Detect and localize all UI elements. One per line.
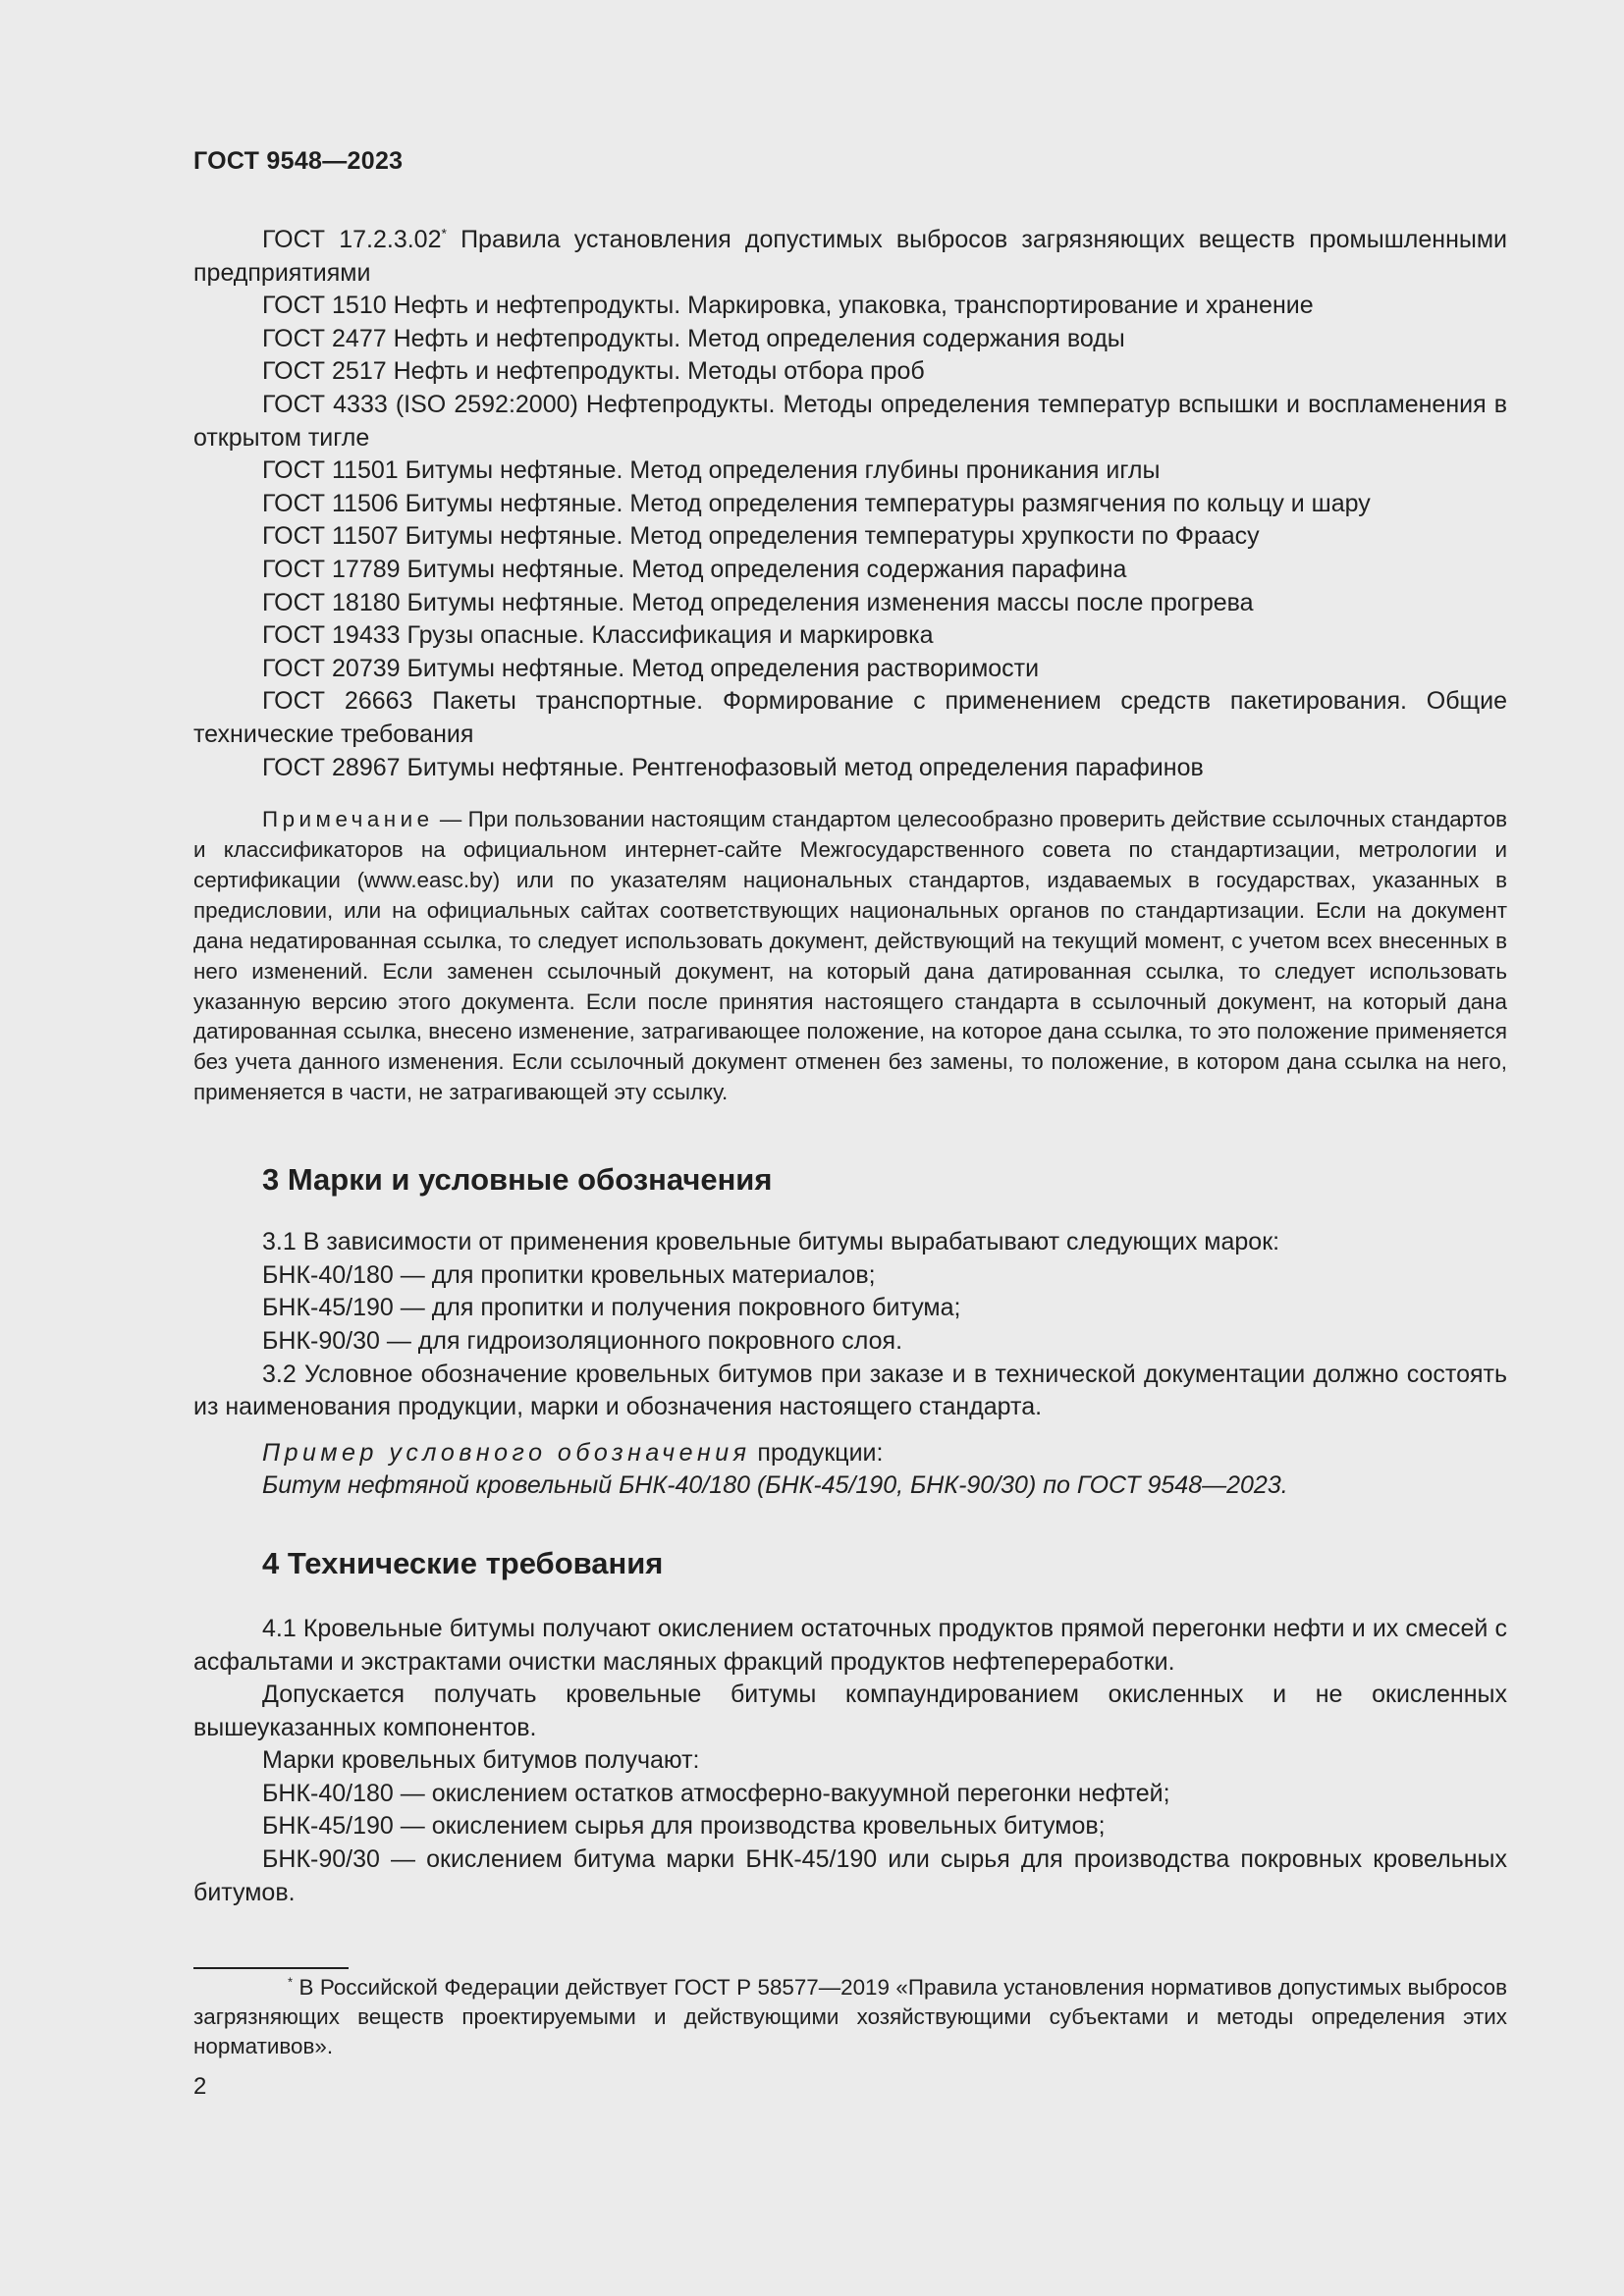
note-label: Примечание bbox=[262, 807, 434, 832]
page-content bbox=[193, 224, 1507, 1909]
footnote bbox=[193, 1973, 1507, 2061]
footnote-text: В Российской Федерации действует ГОСТ Р 58577—2019 «Правила установления нормативов допустимых выбросов загрязняющих веществ проектируемыми и действующими хозяйствующими субъектами и методы определения этих нормативов». bbox=[193, 1975, 1507, 2058]
reference-text-rest: Правила установления допустимых выбросов загрязняющих веществ промышленными предприятиями bbox=[193, 226, 1507, 287]
section-4-paragraph: БНК-90/30 — окислением битума марки БНК-45/190 или сырья для производства покровных кровельных битумов. bbox=[193, 1845, 1507, 1906]
reference-item: ГОСТ 19433 Грузы опасные. Классификация и маркировка bbox=[262, 621, 934, 650]
section-3-title: 3 Марки и условные обозначения bbox=[262, 1162, 773, 1198]
reference-item: ГОСТ 11501 Битумы нефтяные. Метод определения глубины проникания иглы bbox=[262, 456, 1161, 485]
reference-item: ГОСТ 20739 Битумы нефтяные. Метод определения растворимости bbox=[262, 654, 1040, 682]
reference-item: ГОСТ 26663 Пакеты транспортные. Формирование с применением средств пакетирования. Общие технические требования bbox=[193, 687, 1507, 748]
footnote-divider bbox=[193, 1967, 349, 1969]
references-note bbox=[193, 805, 1507, 1108]
page-header-doc-code: ГОСТ 9548—2023 bbox=[193, 147, 404, 175]
example-suffix: продукции: bbox=[750, 1438, 884, 1467]
section-4-paragraph: БНК-40/180 — окислением остатков атмосферно-вакуумной перегонки нефтей; bbox=[262, 1779, 1170, 1807]
section-4-paragraph: 4.1 Кровельные битумы получают окислением остаточных продуктов прямой перегонки нефти и их смесей с асфальтами и экстрактами очистки масляных фракций продуктов нефтепереработки. bbox=[193, 1614, 1507, 1676]
page-number: 2 bbox=[193, 2073, 207, 2100]
reference-item: ГОСТ 28967 Битумы нефтяные. Рентгенофазовый метод определения парафинов bbox=[262, 753, 1204, 781]
section-4-paragraph: Марки кровельных битумов получают: bbox=[262, 1746, 700, 1775]
reference-item bbox=[193, 224, 1507, 290]
section-3-paragraph: БНК-40/180 — для пропитки кровельных материалов; bbox=[262, 1260, 876, 1289]
reference-item: ГОСТ 2477 Нефть и нефтепродукты. Метод определения содержания воды bbox=[262, 324, 1125, 352]
reference-item: ГОСТ 1510 Нефть и нефтепродукты. Маркировка, упаковка, транспортирование и хранение bbox=[262, 292, 1314, 320]
section-4-body bbox=[193, 1613, 1507, 1909]
footnote-mark: * bbox=[441, 225, 447, 241]
example-text: Битум нефтяной кровельный БНК-40/180 (БНК-45/190, БНК-90/30) по ГОСТ 9548—2023. bbox=[262, 1471, 1288, 1500]
reference-item: ГОСТ 11507 Битумы нефтяные. Метод определения температуры хрупкости по Фраасу bbox=[262, 522, 1260, 551]
section-4-title: 4 Технические требования bbox=[262, 1545, 664, 1580]
section-3-paragraph: БНК-45/190 — для пропитки и получения покровного битума; bbox=[262, 1294, 961, 1322]
section-3-paragraph: БНК-90/30 — для гидроизоляционного покровного слоя. bbox=[262, 1326, 903, 1355]
designation-example bbox=[193, 1437, 1507, 1503]
footnote-mark: * bbox=[288, 1974, 294, 1990]
reference-item: ГОСТ 17789 Битумы нефтяные. Метод определения содержания парафина bbox=[262, 555, 1127, 583]
reference-item: ГОСТ 2517 Нефть и нефтепродукты. Методы отбора проб bbox=[262, 357, 925, 386]
section-4-paragraph: Допускается получать кровельные битумы компаундированием окисленных и не окисленных вышеуказанных компонентов. bbox=[193, 1681, 1507, 1741]
reference-item: ГОСТ 18180 Битумы нефтяные. Метод определения изменения массы после прогрева bbox=[262, 588, 1254, 616]
reference-item: ГОСТ 11506 Битумы нефтяные. Метод определения температуры размягчения по кольцу и шару bbox=[262, 489, 1371, 517]
section-4-paragraph: БНК-45/190 — окислением сырья для производства кровельных битумов; bbox=[262, 1812, 1106, 1841]
reference-text: ГОСТ 17.2.3.02 bbox=[262, 226, 442, 253]
section-3-paragraph: 3.1 В зависимости от применения кровельные битумы вырабатывают следующих марок: bbox=[262, 1228, 1280, 1256]
example-label: Пример условного обозначения bbox=[262, 1438, 751, 1467]
example-heading bbox=[262, 1437, 1507, 1470]
section-3-body bbox=[193, 1226, 1507, 1424]
normative-references-list bbox=[193, 224, 1507, 784]
reference-item: ГОСТ 4333 (ISO 2592:2000) Нефтепродукты. Методы определения температур вспышки и воспламенения в открытом тигле bbox=[193, 390, 1507, 452]
note-text: — При пользовании настоящим стандартом целесообразно проверить действие ссылочных стандартов и классификаторов на официальном интернет-сайте Межгосударственного совета по стандартизации, метрологии и сертификации (www.easc.by) или по указателям национальных стандартов, издаваемых в государствах, указанных в предисловии, или на официальных сайтах соответствующих национальных органов по стандартизации. Если на документ дана недатированная ссылка, то следует использовать документ, действующий на текущий момент, с учетом всех внесенных в него изменений. Если заменен ссылочный документ, на который дана датированная ссылка, то следует использовать указанную версию этого документа. Если после принятия настоящего стандарта в ссылочный документ, на который дана датированная ссылка, внесено изменение, затрагивающее положение, на которое дана ссылка, то это положение применяется без учета данного изменения. Если ссылочный документ отменен без замены, то положение, в котором дана ссылка на него, применяется в части, не затрагивающей эту ссылку. bbox=[193, 807, 1507, 1105]
section-3-paragraph: 3.2 Условное обозначение кровельных битумов при заказе и в технической документации должно состоять из наименования продукции, марки и обозначения настоящего стандарта. bbox=[193, 1360, 1507, 1421]
